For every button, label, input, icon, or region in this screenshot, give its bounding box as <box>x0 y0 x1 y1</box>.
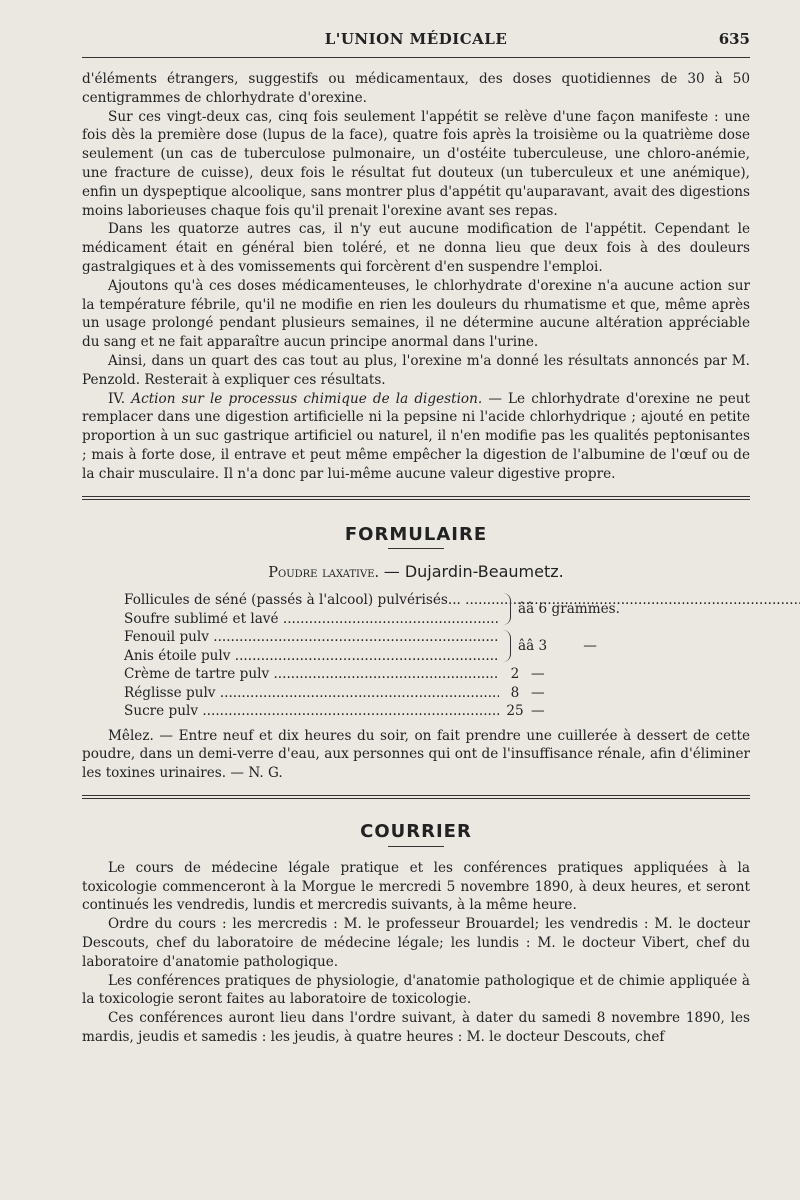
ingredient-group <box>124 628 644 665</box>
ingredient-name: Follicules de séné (passés à l'alcool) pulvérisés... ..... <box>124 591 499 610</box>
ingredient-name: Soufre sublimé et lavé ..... <box>124 610 499 629</box>
paragraph: Le cours de médecine légale pratique et les conférences pratiques appliquées à la toxicologie commenceront à la Morgue le mercredi 5 novembre 1890, à deux heures, et seront continués les vendredis, lundis et mercredis suivants, à la même heure. <box>82 859 750 914</box>
recipe-title <box>82 563 750 583</box>
page-number: 635 <box>718 30 750 48</box>
journal-title: L'UNION MÉDICALE <box>324 30 508 48</box>
article-body <box>82 70 750 1047</box>
ingredient-name: Anis étoile pulv ..... <box>124 647 499 666</box>
section-iv-paragraph <box>82 390 750 484</box>
ingredient-name: Fenouil pulv ..... <box>124 628 499 647</box>
group-quantity: ââ 6 grammes. <box>518 601 620 618</box>
ingredient-quantity: 2 <box>510 666 520 683</box>
paragraph: Dans les quatorze autres cas, il n'y eut aucune modification de l'appétit. Cependant le médicament était en général bien toléré, et ne donna lieu que deux fois à des douleurs gastralgiques et à des vomissements qui forcèrent d'en suspendre l'emploi. <box>82 221 750 275</box>
formulaire-heading: FORMULAIRE <box>344 523 488 545</box>
paragraph: Ajoutons qu'à ces doses médicamenteuses, le chlorhydrate d'orexine n'a aucune action sur la température fébrile, qu'il ne modifie en rien les douleurs du rhumatisme et que, même après un usage prolongé pendant plusieurs semaines, il ne détermine aucune altération appréciable du sang et ne fait apparaître aucun principe anormal dans l'urine. <box>82 277 750 351</box>
paragraph: Sur ces vingt-deux cas, cinq fois seulement l'appétit se relève d'une façon manifeste : une fois dès la première dose (lupus de la face), quatre fois après la troisième ou la quatrième dose seulement (un cas de tuberculose pulmonaire, un d'ostéite tuberculeuse, une chloro-anémie, une fracture de cuisse), deux fois le résultat fut douteux (un tuberculeux et une anémique), enfin un dyspeptique alcoolique, sans montrer plus d'appétit qu'auparavant, avait des digestions moins laborieuses chaque fois qu'il prenait l'orexine avant ses repas. <box>82 108 750 219</box>
ingredient-unit: — <box>531 684 545 701</box>
ingredient-quantity: 25 <box>506 703 524 720</box>
brace <box>502 593 511 625</box>
ingredient-name: Réglisse pulv ..... <box>124 684 499 703</box>
ingredient-name: Sucre pulv ..... <box>124 702 499 721</box>
paragraph: d'éléments étrangers, suggestifs ou médicamentaux, des doses quotidiennes de 30 à 50 centigrammes de chlorhydrate d'orexine. <box>82 71 750 106</box>
ingredient-quantity: 8 <box>510 684 520 701</box>
recipe-table <box>124 591 644 721</box>
recipe-name: Poudre laxative. <box>268 565 380 582</box>
courrier-heading: COURRIER <box>360 821 472 843</box>
ingredient-name: Crème de tartre pulv ..... <box>124 665 499 684</box>
ingredient-group <box>124 591 644 628</box>
paragraph: Ainsi, dans un quart des cas tout au plus, l'orexine m'a donné les résultats annoncés par M. Penzold. Resterait à expliquer ces résultats. <box>82 352 750 388</box>
ingredient-row <box>124 684 644 703</box>
paragraph: Les conférences pratiques de physiologie, d'anatomie pathologique et de chimie appliquée à la toxicologie seront faites au laboratoire de toxicologie. <box>82 972 750 1008</box>
header-rule <box>82 57 750 58</box>
brace <box>502 630 511 662</box>
section-heading: Action sur le processus chimique de la digestion. <box>131 390 483 407</box>
ingredient-unit: — <box>531 666 545 683</box>
section-text: — Le chlorhydrate d'orexine ne peut remplacer dans une digestion artificielle ni la pepsine ni l'acide chlorhydrique ; ajouté en petite proportion à un suc gastrique artificiel ou naturel, il n'en modifie pas les qualités peptonisantes ; mais à forte dose, il entrave et peut même empêcher la digestion de l'albumine de l'œuf ou de la chair musculaire. Il n'a donc par lui-même aucune valeur digestive propre. <box>82 390 750 482</box>
group-quantity: ââ 3 — <box>518 638 597 655</box>
paragraph: Ordre du cours : les mercredis : M. le professeur Brouardel; les vendredis : M. le docteur Descouts, chef du laboratoire de médecine légale; les lundis : M. le docteur Vibert, chef du laboratoire d'anatomie pathologique. <box>82 916 750 970</box>
recipe-instructions: Mêlez. — Entre neuf et dix heures du soir, on fait prendre une cuillerée à dessert de cette poudre, dans un demi-verre d'eau, aux personnes qui ont de l'insuffisance rénale, afin d'éliminer les toxines urinaires. — N. G. <box>82 727 750 782</box>
section-number: IV. <box>108 390 126 407</box>
ingredient-row <box>124 702 644 721</box>
recipe-author: — Dujardin-Beaumetz. <box>383 562 564 582</box>
running-head <box>82 30 750 52</box>
heading-underline <box>388 548 444 549</box>
ingredient-unit: — <box>531 703 545 720</box>
paragraph: Ces conférences auront lieu dans l'ordre suivant, à dater du samedi 8 novembre 1890, les mardis, jeudis et samedis : les jeudis, à quatre heures : M. le docteur Descouts, chef <box>82 1010 750 1045</box>
ingredient-row <box>124 665 644 684</box>
